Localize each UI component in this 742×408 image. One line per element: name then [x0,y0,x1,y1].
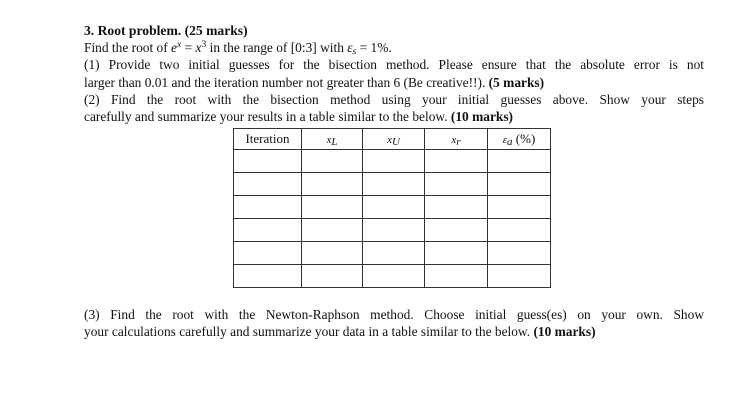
eps-value: = 1%. [356,40,392,56]
range-text: in the range of [0:3] with [206,40,348,56]
eq-base: e [171,40,177,56]
table-cell [488,219,551,242]
header-ea-unit: (%) [512,131,536,146]
part3-marks: (10 marks) [533,324,596,340]
header-xr-base: x [451,134,457,146]
table-cell [234,265,302,288]
part2-line2 [84,108,704,125]
part2-marks: (10 marks) [450,109,513,125]
table-cell [302,242,363,265]
table-cell [425,173,488,196]
table-cell [302,196,363,219]
header-xr [425,129,488,150]
part1-marks: (5 marks) [488,74,545,90]
table-header-row [234,129,551,150]
part1-line1: (1) Provide two initial guesses for the bisection method. Please ensure that the absolute error is not [84,57,704,73]
table-cell [488,265,551,288]
table-cell [234,196,302,219]
table-cell [234,173,302,196]
part3-line1: (3) Find the root with the Newton-Raphson method. Choose initial guess(es) on your own. Show [84,307,704,322]
eps-subscript: s [352,46,357,58]
table-cell [302,173,363,196]
part2-line1: (2) Find the root with the bisection method using your initial guesses above. Show your steps [84,91,704,107]
eq-rhs-exp: 3 [201,39,207,51]
table-row [234,219,551,242]
problem-statement [84,39,704,56]
table-cell [425,219,488,242]
table-row [234,242,551,265]
table-cell [425,196,488,219]
table-row [234,265,551,288]
eq-mid: = [181,40,196,56]
header-xl-sub: L [331,136,338,149]
header-xu-base: x [387,134,392,146]
table-cell [425,150,488,173]
eps-symbol: ε [347,40,353,56]
table-cell [363,150,425,173]
eq-exp: x [177,39,182,51]
table-cell [425,242,488,265]
part3-line2-text: your calculations carefully and summarize your data in a table similar to the below. [84,324,534,340]
header-ea-base: ε [502,134,508,146]
bisection-table [233,128,551,288]
table-cell [302,150,363,173]
table-cell [425,265,488,288]
eq-rhs-base: x [195,40,202,56]
table-cell [363,265,425,288]
header-xr-sub: r [456,136,461,149]
header-xu-sub: U [391,136,400,149]
table-cell [302,265,363,288]
part1-line2-text: larger than 0.01 and the iteration number not greater than 6 (Be creative!!). [84,74,489,90]
table-cell [234,150,302,173]
header-ea-sub: a [507,136,513,149]
problem-text [84,22,704,125]
part3-line2 [84,323,704,340]
part3-text [84,306,704,340]
part2-line2-text: carefully and summarize your results in a table similar to the below. [84,109,451,125]
table-row [234,150,551,173]
table-cell [488,242,551,265]
table-cell [363,173,425,196]
header-xu [363,129,425,150]
table-cell [488,173,551,196]
table-row [234,173,551,196]
table-cell [234,219,302,242]
header-xl [302,129,363,150]
part1-line2 [84,74,704,91]
table-cell [488,196,551,219]
header-ea [488,129,551,150]
table-cell [363,242,425,265]
statement-prefix: Find the root of [84,40,172,56]
header-xl-base: x [326,134,332,146]
table-cell [234,242,302,265]
problem-heading: 3. Root problem. (25 marks) [84,23,248,38]
table-cell [363,196,425,219]
table-cell [363,219,425,242]
table-cell [302,219,363,242]
header-iteration: Iteration [234,129,302,150]
table-row [234,196,551,219]
table-cell [488,150,551,173]
